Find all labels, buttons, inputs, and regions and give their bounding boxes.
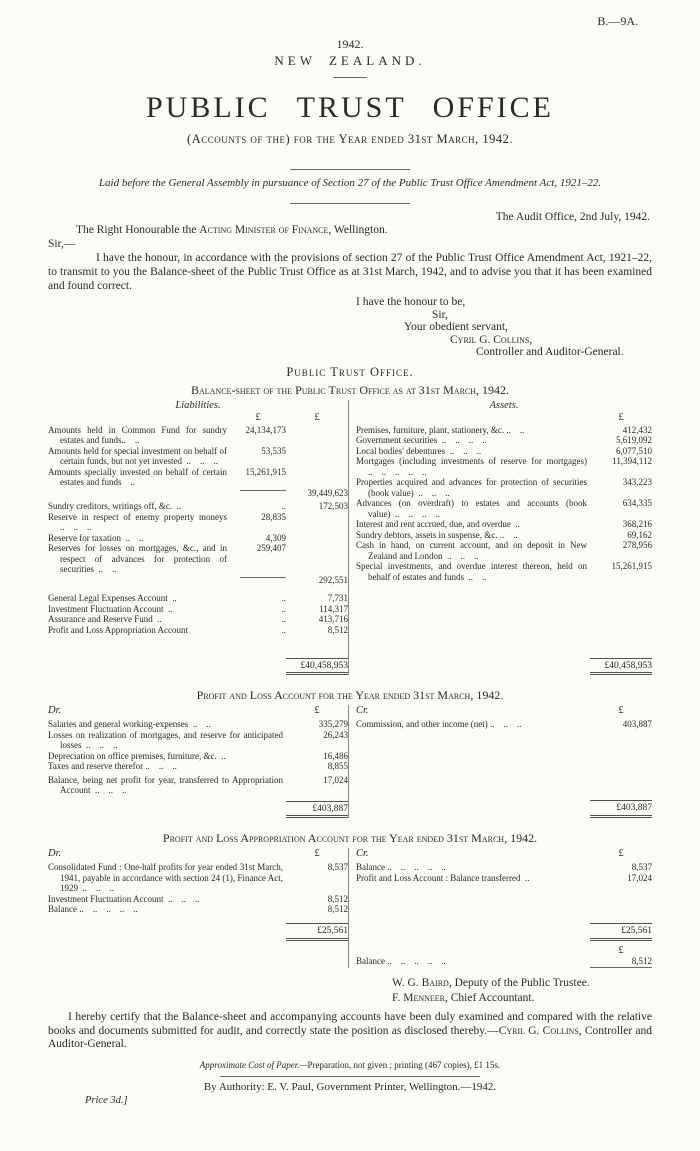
row-label: Properties acquired and advances for protection of securities (book value) .. .. ..	[356, 477, 587, 498]
dr-caption: Dr.	[48, 705, 62, 716]
page-title: PUBLIC TRUST OFFICE	[146, 91, 554, 124]
row-amount: 6,077,510	[616, 445, 652, 456]
subtotal-amount: 292,551	[318, 574, 348, 585]
table-row	[48, 730, 348, 751]
row-amount: 8,512	[327, 624, 348, 635]
appropriation-cr-column	[348, 848, 652, 968]
certification-paragraph: I hereby certify that the Balance-sheet and accompanying accounts have been duly examined and compared with the relative books and documents submitted for audit, and correctly state the position as disclosed thereby.—Cyril G. Collins, Controller and Auditor-General.	[48, 1011, 652, 1050]
currency-symbol: £	[618, 848, 624, 859]
row-amount: 26,243	[323, 729, 348, 740]
closing-line: I have the honour to be,	[356, 296, 466, 308]
assets-caption: Assets.	[489, 399, 519, 411]
cost-of-paper-note: Approximate Cost of Paper.—Preparation, not given ; printing (467 copies), £1 15s.	[199, 1059, 501, 1070]
row-amount: 259,407	[256, 543, 286, 553]
appropriation-cr-rows	[356, 862, 652, 918]
audit-office-dateline: The Audit Office, 2nd July, 1942.	[495, 211, 650, 223]
cr-total: £25,561	[590, 923, 652, 941]
currency-symbol: £	[618, 411, 624, 423]
row-amount: 8,512	[590, 956, 652, 969]
row-amount: 172,503	[318, 501, 348, 511]
nation-heading: NEW ZEALAND.	[274, 53, 426, 68]
signature-block	[48, 976, 652, 1005]
printer-imprint: By Authority: E. V. Paul, Government Printer, Wellington.—1942.	[203, 1080, 497, 1093]
table-row	[48, 894, 348, 905]
row-amount: 8,855	[327, 761, 348, 771]
subtotal-rule	[240, 577, 286, 578]
signer-name: W. G. Baird	[392, 977, 449, 989]
row-amount: 15,261,915	[611, 561, 652, 571]
dr-total: £25,561	[286, 923, 348, 941]
divider	[220, 1076, 480, 1077]
cr-header-row	[356, 848, 652, 860]
table-row	[356, 530, 652, 541]
cr-header-row	[356, 705, 652, 717]
assets-rows	[356, 425, 652, 653]
row-amount: 69,162	[627, 529, 652, 540]
row-amount: 403,887	[622, 719, 652, 729]
closing-line: Your obedient servant,	[404, 321, 508, 333]
appropriation-dr-column	[48, 848, 348, 968]
row-label: Reserves for losses on mortgages, &c., and in respect of advances for protection of securities .. ..	[48, 543, 227, 574]
profit-loss-dr-rows	[48, 719, 348, 796]
currency-symbol: £	[618, 705, 624, 716]
table-row	[48, 761, 348, 772]
letter-closing	[48, 296, 652, 359]
row-label: Advances (on overdraft) to estates and accounts (book value) .. .. .. ..	[356, 498, 587, 519]
balance-sheet	[48, 400, 652, 676]
row-amount: 8,512	[327, 904, 348, 914]
liabilities-rows	[48, 425, 348, 653]
row-label: Balance, being net profit for year, transferred to Appropriation Account .. .. ..	[48, 774, 283, 795]
addressee-name: Acting Minister of Finance	[199, 224, 329, 236]
table-row	[356, 862, 652, 873]
appropriation-dr-rows	[48, 862, 348, 918]
table-row	[48, 719, 348, 730]
salutation: Sir,—	[48, 238, 76, 250]
row-label: Balance .. .. .. .. ..	[48, 904, 138, 914]
row-label: Reserve in respect of enemy property moneys .. .. ..	[48, 511, 227, 532]
currency-symbol: £	[314, 705, 320, 716]
table-row	[356, 435, 652, 446]
subtotal-amount: 39,449,623	[307, 487, 348, 498]
assets-total: £40,458,953	[590, 658, 652, 676]
row-label: Commission, and other income (net) .. .. ..	[356, 719, 522, 729]
table-row	[356, 719, 652, 730]
signer-name: Cyril G. Collins,	[450, 333, 533, 346]
addressee-line	[48, 224, 652, 236]
signature-line: F. Menneer, Chief Accountant.	[392, 991, 535, 1004]
year-heading: 1942.	[336, 37, 364, 51]
appropriation-dr-total-row	[48, 923, 348, 941]
row-label: Mortgages (including investments of reserve for mortgages) .. .. .. .. ..	[356, 456, 587, 477]
currency-header-row	[356, 412, 652, 423]
row-label: Cash in hand, on current account, and on deposit in New Zealand and London .. .. ..	[356, 540, 587, 561]
row-label: Balance .. .. .. .. ..	[356, 955, 446, 966]
table-row	[356, 540, 652, 561]
table-row	[356, 498, 652, 519]
addressee-prefix: The Right Honourable the	[76, 224, 200, 236]
row-amount: 28,835	[261, 511, 286, 522]
table-row: Assurance and Reserve Fund .. .. 413,716	[48, 614, 348, 624]
cr-caption: Cr.	[356, 705, 369, 716]
table-row	[48, 543, 348, 575]
table-row	[48, 425, 348, 446]
row-amount: 114,317	[319, 603, 348, 614]
liabilities-total: £40,458,953	[286, 658, 348, 676]
table-row	[356, 873, 652, 884]
row-amount: 5,619,092	[616, 435, 652, 445]
row-amount: 11,394,112	[612, 456, 652, 466]
row-amount: 15,261,915	[245, 466, 286, 477]
table-row: Investment Fluctuation Account .. .. 114,317	[48, 603, 348, 614]
office-heading: Public Trust Office.	[286, 364, 414, 379]
table-row	[356, 561, 652, 582]
cr-total: £403,887	[590, 800, 652, 818]
row-amount: 16,486	[323, 750, 348, 761]
price-note: Price 3d.]	[85, 1094, 128, 1106]
row-label: Losses on realization of mortgages, and reserve for anticipated losses .. .. ..	[48, 729, 283, 750]
appropriation-cr-total-row	[356, 923, 652, 941]
table-row	[48, 467, 348, 488]
subtotal-row	[48, 488, 348, 499]
row-label: Profit and Loss Appropriation Account	[48, 624, 188, 635]
row-amount: 368,216	[622, 519, 652, 529]
row-label: Local bodies' debentures .. .. ..	[356, 445, 482, 456]
closing-line: Sir,	[432, 308, 448, 321]
dr-total: £403,887	[286, 801, 348, 819]
table-row: Profit and Loss Appropriation Account .. 8,512	[48, 624, 348, 635]
document-reference: B.—9A.	[597, 14, 638, 28]
certifier-name: Cyril G. Collins	[498, 1024, 579, 1037]
profit-loss-cr-column	[348, 705, 652, 818]
table-row	[356, 477, 652, 498]
subtotal-row	[48, 575, 348, 586]
signature-line: W. G. Baird, Deputy of the Public Trustee.	[392, 977, 590, 989]
currency-symbol: £	[314, 848, 320, 859]
divider	[290, 169, 410, 170]
signer-name: F. Menneer	[392, 991, 446, 1004]
row-amount: 343,223	[622, 477, 652, 487]
row-label: Taxes and reserve therefor .. .. ..	[48, 761, 177, 771]
liabilities-total-row	[48, 658, 348, 676]
table-row	[48, 904, 348, 915]
row-amount: 412,432	[622, 424, 652, 435]
row-label: General Legal Expenses Account ..	[48, 593, 177, 603]
profit-loss-dr-total-row	[48, 801, 348, 819]
row-label: Balance .. .. .. .. ..	[356, 862, 446, 872]
divider	[333, 77, 367, 78]
table-row	[356, 425, 652, 436]
table-row	[48, 512, 348, 533]
letter-body: I have the honour, in accordance with the provisions of section 27 of the Public Trust Office Amendment Act, 1921–22, to transmit to you the Balance-sheet of the Public Trust Office as at 31st March, 1942, and to advise you that it has been examined and found correct.	[48, 252, 652, 292]
row-label: Amounts held in Common Fund for sundry estates and funds.. ..	[48, 424, 227, 445]
profit-loss-account	[48, 705, 652, 818]
currency-symbol: £	[255, 411, 261, 423]
balance-sheet-heading: Balance-sheet of the Public Trust Office as at 31st March, 1942.	[190, 382, 510, 397]
profit-loss-heading: Profit and Loss Account for the Year ended 31st March, 1942.	[196, 688, 504, 702]
table-row	[48, 775, 348, 796]
balance-carried-row	[356, 956, 652, 969]
table-row: General Legal Expenses Account .. .. 7,731	[48, 593, 348, 603]
row-amount: 4,309	[265, 532, 286, 543]
subtotal-rule	[240, 490, 286, 491]
signer-title: Controller and Auditor-General.	[476, 346, 624, 358]
row-amount: 17,024	[627, 872, 652, 883]
row-label: Depreciation on office premises, furniture, &c. ..	[48, 750, 226, 761]
dr-header-row	[48, 705, 348, 717]
table-row	[356, 519, 652, 530]
assets-total-row	[356, 658, 652, 676]
appropriation-account	[48, 848, 652, 968]
row-label: Salaries and general working-expenses .. ..	[48, 719, 211, 729]
post-currency-row	[356, 945, 652, 956]
row-amount: 335,279	[318, 719, 348, 729]
profit-loss-cr-total-row	[356, 800, 652, 818]
row-amount: 8,512	[327, 893, 348, 904]
page-subtitle: (Accounts of the) for the Year ended 31st March, 1942.	[187, 132, 513, 146]
assets-column	[348, 400, 652, 676]
currency-header-row	[48, 412, 348, 423]
row-label: Sundry debtors, assets in suspense, &c. .. ..	[356, 529, 518, 540]
row-amount: 634,335	[622, 498, 652, 508]
divider	[290, 203, 410, 204]
row-label: Consolidated Fund : One-half profits for year ended 31st March, 1941, payable in accordance with section 24 (1), Finance Act, 1929 .. .. ..	[48, 862, 283, 893]
row-label: Reserve for taxation .. ..	[48, 532, 144, 543]
profit-loss-dr-column	[48, 705, 348, 818]
addressee-suffix: , Wellington.	[328, 224, 388, 236]
row-label: Special investments, and overdue interest thereon, held on behalf of estates and funds .. ..	[356, 561, 587, 582]
row-amount: 17,024	[323, 774, 348, 785]
row-label: Sundry creditors, writings off, &c. ..	[48, 501, 182, 511]
currency-symbol: £	[314, 411, 320, 423]
row-label: Investment Fluctuation Account .. .. ..	[48, 893, 200, 904]
liabilities-column	[48, 400, 348, 676]
row-amount: 278,956	[622, 540, 652, 550]
table-row	[356, 446, 652, 457]
row-label: Premises, furniture, plant, stationery, &c. .. ..	[356, 424, 525, 435]
row-label: Profit and Loss Account : Balance transferred ..	[356, 872, 530, 883]
table-row: Sundry creditors, writings off, &c. .. .. 172,503	[48, 501, 348, 511]
row-amount: 8,537	[327, 862, 348, 872]
appropriation-heading: Profit and Loss Appropriation Account for the Year ended 31st March, 1942.	[162, 831, 538, 845]
row-label: Government securities .. .. .. ..	[356, 435, 487, 445]
row-label: Amounts held for special investment on behalf of certain funds, but not yet invested .. .. ..	[48, 445, 227, 466]
table-row	[356, 456, 652, 477]
row-label: Interest and rent accrued, due, and overdue ..	[356, 519, 520, 529]
row-amount: 413,716	[318, 614, 348, 624]
profit-loss-cr-rows	[356, 719, 652, 795]
dr-caption: Dr.	[48, 848, 62, 859]
liabilities-caption: Liabilities.	[175, 399, 221, 411]
table-row	[48, 862, 348, 894]
row-label: Assurance and Reserve Fund ..	[48, 614, 162, 624]
row-amount: 7,731	[327, 593, 348, 603]
currency-symbol: £	[618, 944, 624, 956]
table-row	[48, 533, 348, 544]
row-label: Investment Fluctuation Account ..	[48, 603, 173, 614]
cr-caption: Cr.	[356, 848, 369, 859]
table-row	[48, 751, 348, 762]
row-amount: 53,535	[261, 445, 286, 456]
dr-header-row	[48, 848, 348, 860]
row-amount: 8,537	[631, 862, 652, 872]
table-row	[48, 446, 348, 467]
row-amount: 24,134,173	[245, 424, 286, 435]
laid-before-note: Laid before the General Assembly in pursuance of Section 27 of the Public Trust Office Amendment Act, 1921–22.	[98, 177, 602, 189]
row-label: Amounts specially invested on behalf of certain estates and funds ..	[48, 466, 227, 487]
